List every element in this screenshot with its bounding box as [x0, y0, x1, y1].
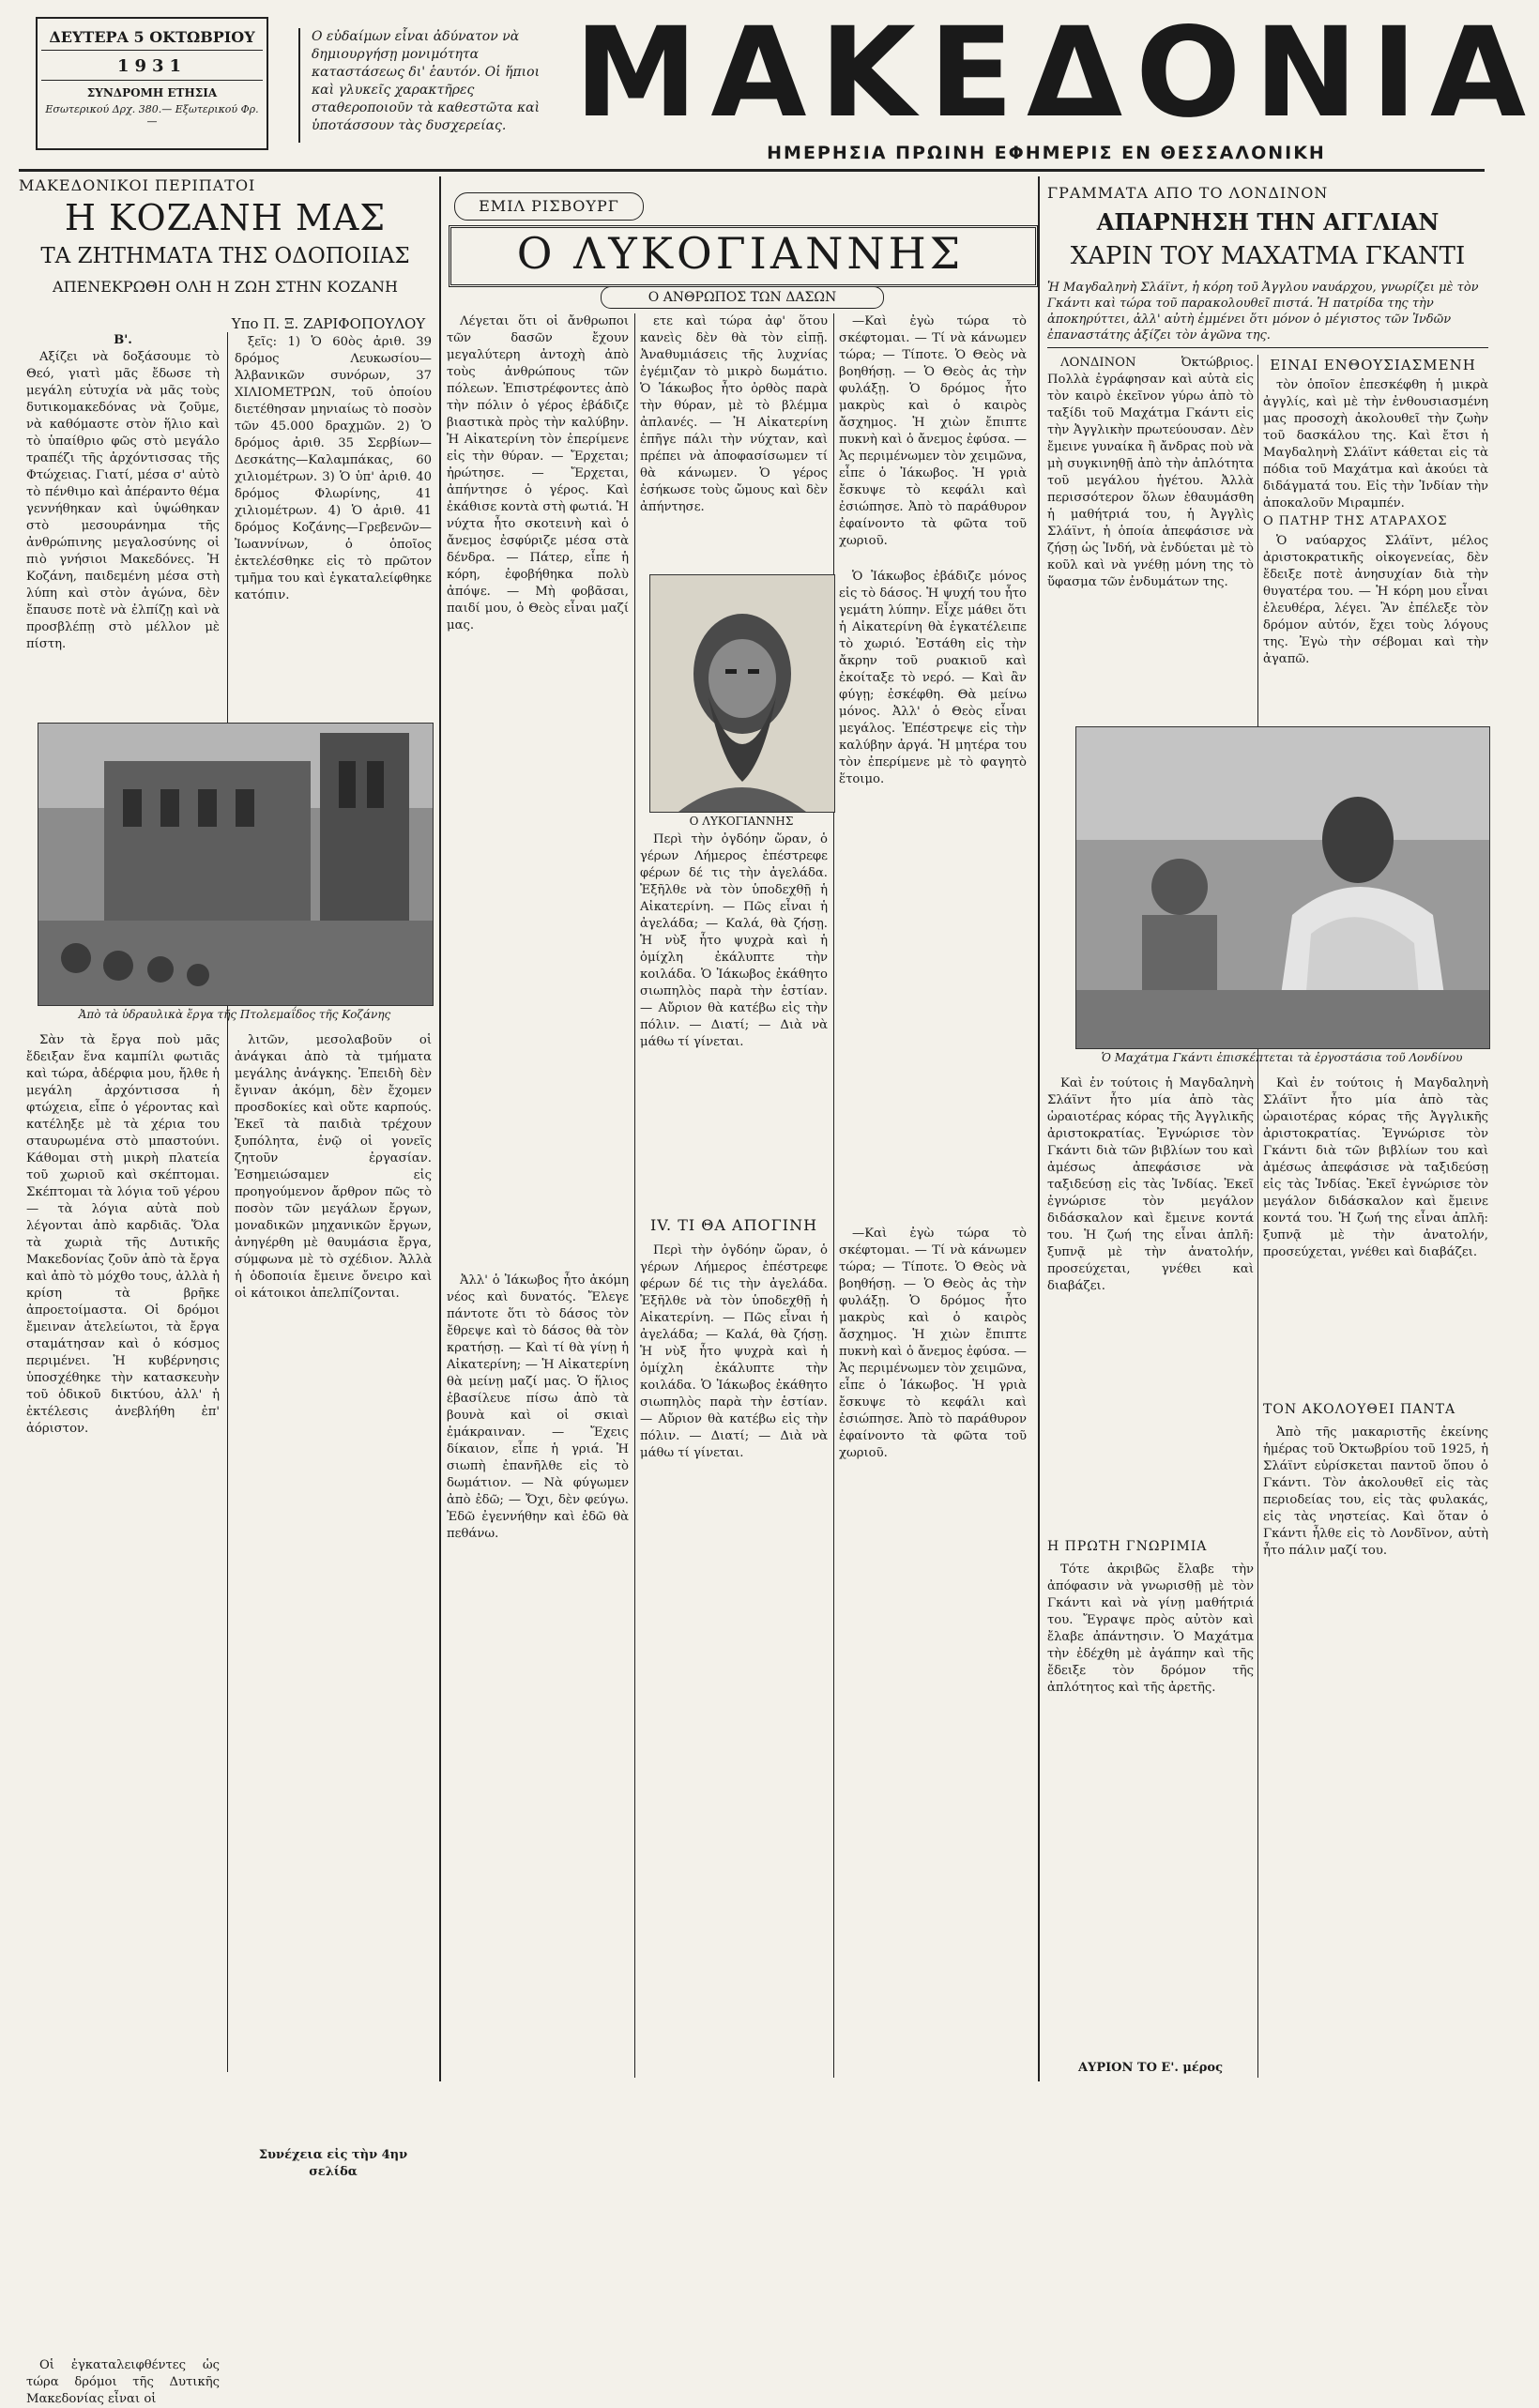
- chapter-heading: IV. ΤΙ ΘΑ ΑΠΟΓΙΝΗ: [649, 1216, 818, 1234]
- right-sub-2: Ο ΠΑΤΗΡ ΤΗΣ ΑΤΑΡΑΧΟΣ: [1263, 514, 1448, 528]
- right-sub-1: ΕΙΝΑΙ ΕΝΘΟΥΣΙΑΣΜΕΝΗ: [1270, 357, 1476, 373]
- right-kicker: ΓΡΑΜΜΑΤΑ ΑΠΟ ΤΟ ΛΟΝΔΙΝΟΝ: [1047, 184, 1329, 202]
- center-col-3-mid: [839, 569, 1027, 1216]
- right-col-divider: [1257, 355, 1258, 2078]
- left-kicker: ΜΑΚΕΔΟΝΙΚΟΙ ΠΕΡΙΠΑΤΟΙ: [19, 176, 256, 194]
- center-col-2-mid: [640, 831, 828, 1212]
- center-right-divider: [1038, 176, 1040, 2081]
- subscription-label: ΣΥΝΔΡΟΜΗ ΕΤΗΣΙΑ: [86, 86, 218, 99]
- right-col-1-mid-text: Καὶ ἐν τούτοις ἡ Μαγδαληνὴ Σλάϊντ ἦτο μία ἀπὸ τὰς ὡραιοτέρας κόρας τῆς Ἀγγλικῆς ἀριστοκρατίας. Ἐγνώρισε τὸν Γκάντι διὰ τῶν βιβλίων του καὶ ἀμέσως ἀπεφάσισε νὰ ταξιδεύσῃ εἰς τὰς Ἰνδίας. Ἐκεῖ ἐγνώρισε τὸν μεγάλον διδάσκαλον καὶ ἔμεινε κοντά του. Ἡ ζωή της εἶναι ἀπλῆ: ξυπνᾷ μὲ τὴν ἀνατολήν, προσεύχεται, γνέθει καὶ διαβάζει.: [1047, 1076, 1254, 1293]
- center-col-2-text: ετε καὶ τώρα ἀφ' ὅτου κανεὶς δὲν θὰ τὸν εἰπῇ. Ἀναθυμιάσεις τῆς λυχνίας ἐγέμιζαν τὸ μικρὸ δωμάτιο. Ὁ Ἰάκωβος ἦτο ὀρθὸς παρὰ τὴν θύραν, μὲ τὸ βλέμμα ἀπλανές. — Ἡ Αἰκατερίνη ἐπῆγε πάλι τὴν νύχταν, καὶ πρέπει νὰ ἀποφασίσωμεν τί θὰ κάνωμεν. Ὁ γέρος ἐσήκωσε τοὺς ὤμους καὶ δὲν ἀπήντησε.: [640, 314, 828, 514]
- left-col-1-bottom: [26, 1032, 220, 2406]
- right-col-1-bottom-text: Τότε ἀκριβῶς ἔλαβε τὴν ἀπόφασιν νὰ γνωρισθῇ μὲ τὸν Γκάντι καὶ νὰ γίνῃ μαθήτριά του. Ἔγραψε πρὸς αὐτὸν καὶ ἔλαβε ἀπάντησιν. Ὁ Μαχάτμα τὴν ἐδέχθη μὲ ἀγάπην καὶ τῆς ἔδειξε τὸν δρόμον τῆς ἀπλότητος καὶ τῆς ἀρετῆς.: [1047, 1562, 1254, 1695]
- right-lede-text: Ἡ Μαγδαληνὴ Σλάϊντ, ἡ κόρη τοῦ Ἀγγλου ναυάρχου, γνωρίζει μὲ τὸν Γκάντι καὶ τώρα τοῦ παρακολουθεῖ πιστά. Ἡ πατρίδα της τὴν ἀποκηρύττει, ἀλλ' αὐτὴ ἐμμένει ὅτι μόνον ὁ μέγιστος τῶν Ἰνδῶν ἐπαναστάτης ἀξίζει τὸν ἀγῶνα της.: [1047, 281, 1479, 343]
- lykogiannis-portrait: [649, 574, 835, 813]
- center-col-3-text: —Καὶ ἐγὼ τώρα τὸ σκέφτομαι. — Τί νὰ κάνωμεν τώρα; — Τίποτε. Ὁ Θεὸς νὰ βοηθήσῃ. — Ὁ Θεὸς ἀς τὴν φυλάξῃ. Ὁ δρόμος ἦτο μακρὺς καὶ ὁ καιρὸς ἄσχημος. Ἡ χιὼν ἔπιπτε πυκνὴ καὶ ὁ ἄνεμος ἐφύσα. — Ἀς περιμένωμεν τὸν χειμῶνα, εἶπε ὁ Ἰάκωβος. Ἡ γριὰ ἔσκυψε τὸ κεφάλι καὶ ἐσιώπησε. Ἀπὸ τὸ παράθυρον ἐφαίνοντο τὰ φῶτα τοῦ χωριοῦ.: [839, 314, 1027, 548]
- masthead-rule: [19, 169, 1485, 172]
- right-headline-1: ΑΠΑΡΝΗΣΗ ΤΗΝ ΑΓΓΛΙΑΝ: [1096, 208, 1440, 236]
- masthead-quote: [298, 28, 557, 143]
- center-col-2-mid-text: Περὶ τὴν ὀγδόην ὥραν, ὁ γέρων Λήμερος ἐπέστρεφε φέρων δέ τις τὴν ἀγελάδα. Ἐξῆλθε νὰ τὸν ὑποδεχθῇ ἡ Αἰκατερίνη. — Πῶς εἶναι ἡ ἀγελάδα; — Καλά, θὰ ζήσῃ. Ἡ νὺξ ἦτο ψυχρὰ καὶ ἡ ὁμίχλη ἐκάλυπτε τὴν κοιλάδα. Ὁ Ἰάκωβος ἐκάθητο σιωπηλὸς παρὰ τὴν ἑστίαν. — Αὔριον θὰ κατέβω εἰς τὴν πόλιν. — Διατί; — Διὰ νὰ μάθω τί γίνεται.: [640, 832, 828, 1049]
- left-continuation: Συνέχεια εἰς τὴν 4ην σελίδα: [258, 2148, 408, 2179]
- right-col-2-text: τὸν ὁποῖον ἐπεσκέφθη ἡ μικρὰ ἀγγλίς, καὶ μὲ τὴν ἐνθουσιασμένη μας προσοχὴ ἀκολουθεῖ τὴν ζωὴν τοῦ δασκάλου της. Καὶ ἔτσι ἡ Μαγδαληνὴ Σλάϊντ κάθεται εἰς τὰ πόδια τοῦ Μαχάτμα καὶ ἀκούει τὰ διδάγματά του. Εἰς τὴν Ἰνδίαν τὴν ἀποκαλοῦν Μιραμπέν.: [1263, 378, 1488, 511]
- left-byline: Υπο Π. Ξ. ΖΑΡΙΦΟΠΟΥΛΟΥ: [231, 315, 426, 332]
- right-headline-2: ΧΑΡΙΝ ΤΟΥ ΜΑΧΑΤΜΑ ΓΚΑΝΤΙ: [1070, 242, 1466, 270]
- left-col-1-bottom-text: Σὰν τὰ ἔργα ποὺ μᾶς ἔδειξαν ἕνα καμπίλι φωτιᾶς καὶ τώρα, ἀδέρφια μου, ἤλθε ἡ μεγάλη ἀρχόντισσα ἡ φτώχεια, εἶπε ὁ γέροντας καὶ κατέληξε μὲ τὰ χέρια του σταυρωμένα στὸ μπαστούνι. Κάθομαι στὴ μικρὴ πλατεία τοῦ χωριοῦ καὶ σκέπτομαι. Σκέπτομαι τὰ λόγια τοῦ γέρου — τὰ λόγια αὐτὰ ποὺ λέγονται ἀπὸ καρδιᾶς. Ὅλα τὰ χωριὰ τῆς Δυτικῆς Μακεδονίας ζοῦν ἀπὸ τὰ ἔργα καὶ ἀπὸ τὸ μόχθο τους, ἀλλὰ ἡ κρίση τὰ βρῆκε ἀπροετοίμαστα. Οἱ δρόμοι ἔμειναν ἀτελείωτοι, τὰ ἔργα σταμάτησαν καὶ ὁ κόσμος περιμένει. Ἡ κυβέρνησις ὑποσχέθηκε τὴν κατασκευὴν τοῦ ὁδικοῦ δικτύου, ἀλλ' ἡ ἐκτέλεσις ἀνεβλήθη ἐπ' ἀόριστον.: [26, 1033, 220, 1436]
- left-col-1-text: Αξίζει νὰ δοξάσουμε τὸ Θεό, γιατὶ μᾶς ἔδωσε τὴ μεγάλη εὐτυχία νὰ μᾶς τοὺς δυτικομακεδόνας νὰ ζοῦμε, νὰ καθόμαστε στὸν ἥλιο καὶ τὸ ὑπαίθριο φῶς στὸ μεγάλο τραπέζι τῆς ἀρχόντισσας τῆς Φτώχειας. Γιατί, μέσα σ' αὐτὸ τὸ πένθιμο καὶ ἀπέραντο θέμα γεννήθηκαν καὶ ὑψώθηκαν στὸ μεσουράνημα τῆς ἀνθρώπινης μεγαλοσύνης οἱ πιὸ γνήσιοι Μακεδόνες. Ἡ Κοζάνη, παιδεμένη μέσα στὴ λύπη καὶ στὸν ἀγώνα, δὲν ἔπαυσε ποτὲ νὰ ἐλπίζῃ καὶ νὰ προσβλέπῃ στὸ μέλλον μὲ πίστη.: [26, 350, 220, 651]
- portrait-image: [650, 575, 834, 812]
- right-col-1-text: ΛΟΝΔΙΝΟΝ Ὀκτώβριος. Πολλὰ ἐγράφησαν καὶ αὐτὰ εἰς τὸν καιρὸ ἐκεῖνον γύρω ἀπὸ τὸ ταξίδι τοῦ Μαχάτμα Γκάντι εἰς τὴν Ἀγγλικὴν πρωτεύουσαν. Δὲν ἔμεινε γυναίκα ἢ ἄνδρας ποὺ νὰ μὴ συγκινηθῇ ἀπὸ τὴν ἀπλότητα τοῦ μεγάλου ἡγέτου. Ἀλλὰ περισσότερον ὅλων ἐθαυμάσθη ἡ μαθήτριά του, ἡ Ἀγγλὶς Σλάϊντ, ἡ ὁποία ἀπεφάσισε νὰ ζήσῃ ὡς Ἰνδή, νὰ ἐνδύεται μὲ τὸ κοῦλ καὶ νὰ γνέθῃ μόνη της τὸ ὕφασμα τῶν ἐνδυμάτων της.: [1047, 356, 1254, 589]
- left-center-divider: [439, 176, 441, 2081]
- ptolemaida-photo: [38, 723, 434, 1006]
- left-deck-2: ΑΠΕΝΕΚΡΩΘΗ ΟΛΗ Η ΖΩΗ ΣΤΗΝ ΚΟΖΑΝΗ: [53, 278, 398, 296]
- left-col-divider: [227, 332, 228, 2072]
- right-col-2-bottom: [1263, 1075, 1488, 1395]
- left-col-2-top: [235, 334, 432, 719]
- right-col-2-last: [1263, 1425, 1488, 2072]
- left-col-1-last: Οἱ ἐγκαταλειφθέντες ὡς τώρα δρόμοι τῆς Δυτικῆς Μακεδονίας εἶναι οἱ: [26, 2358, 220, 2406]
- right-col-2-top: [1263, 377, 1488, 511]
- masthead-subtitle: ΗΜΕΡΗΣΙΑ ΠΡΩΙΝΗ ΕΦΗΜΕΡΙΣ ΕΝ ΘΕΣΣΑΛΟΝΙΚΗ: [767, 143, 1326, 163]
- right-col-2-last-text: Ἀπὸ τῆς μακαριστῆς ἐκείνης ἡμέρας τοῦ Ὀκτωβρίου τοῦ 1925, ἡ Σλάϊντ εὑρίσκεται παντοῦ ὅπου ὁ Γκάντι. Τὸν ἀκολουθεῖ εἰς τὰς περιοδείας του, εἰς τὰς φυλακάς, εἰς τὰς νηστείας. Καὶ ὅταν ὁ Γκάντι ἦλθε εἰς τὸ Λονδῖνον, αὐτὴ ἦτο πάλιν μαζί του.: [1263, 1425, 1488, 1558]
- left-col-2-bottom-text: λιτῶν, μεσολαβοῦν οἱ ἀνάγκαι ἀπὸ τὰ τμήματα μεγάλης ἀνάγκης. Ἐπειδὴ δὲν ἔγιναν ἀκόμη, δὲν ἔχομεν προσδοκίες καὶ οὔτε καρπούς. Ἐκεῖ τὰ παιδιὰ τρέχουν ξυπόλητα, ἐνῷ οἱ γονεῖς ζητοῦν ἐργασίαν. Ἐσημειώσαμεν εἰς προηγούμενον ἄρθρον πῶς τὸ ποσὸν τῶν μεγάλων ἔργων, μοναδικῶν μηχανικῶν ἔργων, ἀνηγέρθη μὲ θαυμάσια ἔργα, σύμφωνα μὲ τὸ σχέδιον. Ἀλλὰ ἡ ὁδοποιία ἔμεινε ὄνειρο καὶ οἱ κάτοικοι ἀπελπίζονται.: [235, 1033, 432, 1301]
- right-col-1-top: [1047, 355, 1254, 730]
- right-sub-4: ΤΟΝ ΑΚΟΛΟΥΘΕΙ ΠΑΝΤΑ: [1263, 1402, 1456, 1417]
- center-col-3-bottom: [839, 1226, 1027, 2070]
- center-col-2-bottom-text: Περὶ τὴν ὀγδόην ὥραν, ὁ γέρων Λήμερος ἐπέστρεφε φέρων δέ τις τὴν ἀγελάδα. Ἐξῆλθε νὰ τὸν ὑποδεχθῇ ἡ Αἰκατερίνη. — Πῶς εἶναι ἡ ἀγελάδα; — Καλά, θὰ ζήσῃ. Ἡ νὺξ ἦτο ψυχρὰ καὶ ἡ ὁμίχλη ἐκάλυπτε τὴν κοιλάδα. Ὁ Ἰάκωβος ἐκάθητο σιωπηλὸς παρὰ τὴν ἑστίαν. — Αὔριον θὰ κατέβω εἰς τὴν πόλιν. — Διατί; — Διὰ νὰ μάθω τί γίνεται.: [640, 1243, 828, 1460]
- serial-title: Ο ΛΥΚΟΓΙΑΝΝΗΣ: [516, 228, 965, 279]
- serial-author: ΕΜΙΛ ΡΙΣΒΟΥΡΓ: [479, 197, 619, 215]
- center-col-1-top: [447, 313, 629, 1267]
- issue-year: 1931: [41, 56, 263, 81]
- left-photo-caption: Ἀπὸ τὰ ὑδραυλικὰ ἔργα τῆς Πτολεμαΐδος τῆς Κοζάνης: [78, 1008, 391, 1021]
- right-col-1-bottom: [1047, 1562, 1254, 2050]
- left-col-2-text: ξεῖς: 1) Ὁ 60ὸς ἀριθ. 39 δρόμος Λευκωσίου—Ἀλβανικῶν συνόρων, 37 ΧΙΛΙΟΜΕΤΡΩΝ, τοῦ ὁποίου διετέθησαν μηνιαίως τὸ ποσὸν τῶν 45.000 δραχμῶν. 2) Ὁ δρόμος ἀριθ. 35 Σερβίων—Δεσκάτης—Καλαμπάκας, 60 χιλιομέτρων. 3) Ὁ ὑπ' ἀριθ. 40 δρόμος Φλωρίνης, 41 χιλιομέτρων. 4) Ὁ ἀριθ. 41 δρόμος Κοζάνης—Γρεβενῶν—Ἰωαννίνων, ὁ ὁποῖος ἐκτελέσθηκε εἰς τὸ πρῶτον τμῆμα του καὶ ἐγκαταλείφθηκε κατόπιν.: [235, 335, 432, 602]
- right-col-1-mid: [1047, 1075, 1254, 1532]
- left-section-mark: Β'.: [114, 333, 132, 347]
- right-photo-caption: Ὁ Μαχάτμα Γκάντι ἐπισκέπτεται τὰ ἐργοστάσια τοῦ Λονδίνου: [1101, 1051, 1463, 1064]
- left-col-1-top: [26, 332, 220, 719]
- center-col-3-mid-text: Ὁ Ἰάκωβος ἐβάδιζε μόνος εἰς τὸ δάσος. Ἡ ψυχή του ἦτο γεμάτη λύπην. Εἶχε μάθει ὅτι ἡ Αἰκατερίνη θὰ ἐγκατέλειπε τὸ χωριό. Ἐστάθη εἰς τὴν ἄκρην τοῦ ρυακιοῦ καὶ ἐκοίταξε τὸ νερό. — Καὶ ἂν φύγῃ; ἐσκέφθη. Θὰ μείνω μόνος. Ἀλλ' ὁ Θεὸς εἶναι μεγάλος. Ἐπέστρεψε εἰς τὴν καλύβην ἀργά. Ἡ μητέρα του τὸν ἐπερίμενε μὲ τὸ φαγητὸ ἕτοιμο.: [839, 570, 1027, 786]
- left-col-2-bottom: [235, 1032, 432, 2179]
- center-col-1-bottom-text: Ἀλλ' ὁ Ἰάκωβος ἦτο ἀκόμη νέος καὶ δυνατός. Ἔλεγε πάντοτε ὅτι τὸ δάσος τὸν ἔθρεψε καὶ τὸ δάσος θὰ τὸν κρατήσῃ. — Καὶ τί θὰ γίνῃ ἡ Αἰκατερίνη; — Ἡ Αἰκατερίνη θὰ μείνῃ μαζί μας. Ὁ ἥλιος ἐβασίλευε πίσω ἀπὸ τὰ βουνὰ καὶ οἱ σκιαὶ ἐμάκραιναν. — Ἔχεις δίκαιον, εἶπε ἡ γριά. Ἡ σιωπὴ ἐπανῆλθε εἰς τὸ δωμάτιον. — Νὰ φύγωμεν ἀπὸ ἐδῶ; — Ὄχι, δὲν φεύγω. Ἐδῶ ἐγεννήθην καὶ ἐδῶ θὰ πεθάνω.: [447, 1273, 629, 1541]
- left-headline: Η ΚΟΖΑΝΗ ΜΑΣ: [64, 197, 387, 238]
- waterworks-image: [38, 724, 433, 1005]
- gandhi-photo: [1075, 726, 1490, 1049]
- right-col-2-bottom-text: Καὶ ἐν τούτοις ἡ Μαγδαληνὴ Σλάϊντ ἦτο μία ἀπὸ τὰς ὡραιοτέρας κόρας τῆς Ἀγγλικῆς ἀριστοκρατίας. Ἐγνώρισε τὸν Γκάντι διὰ τῶν βιβλίων του καὶ ἀμέσως ἀπεφάσισε νὰ ταξιδεύσῃ εἰς τὰς Ἰνδίας. Ἐκεῖ ἐγνώρισε τὸν μεγάλον διδάσκαλον καὶ ἔμεινε κοντά του. Ἡ ζωή της εἶναι ἀπλῆ: ξυπνᾷ μὲ τὴν ἀνατολήν, προσεύχεται, γνέθει καὶ διαβάζει.: [1263, 1076, 1488, 1259]
- center-col-1-text: Λέγεται ὅτι οἱ ἄνθρωποι τῶν δασῶν ἔχουν μεγαλύτερη ἀντοχὴ ἀπὸ τοὺς ἀνθρώπους τῶν πόλεων. Ἐπιστρέφοντες ἀπὸ τὴν πόλιν ὁ γέρος ἐβάδιζε βιαστικὰ πρὸς τὴν καλύβην. Ἡ Αἰκατερίνη τὸν ἐπερίμενε εἰς τὴν θύραν. — Ἔρχεται; ἠρώτησε. — Ἔρχεται, ἀπήντησε ὁ γέρος. Καὶ ἐκάθισε κοντὰ στὴ φωτιά. Ἡ νύχτα ἦτο σκοτεινὴ καὶ ὁ ἄνεμος ἐσφύριζε μέσα στὰ δένδρα. — Πάτερ, εἶπε ἡ κόρη, ἐφοβήθηκα πολὺ ἀπόψε. — Μὴ φοβᾶσαι, παιδί μου, ὁ Θεὸς εἶναι μαζί μας.: [447, 314, 629, 632]
- subscription-rates: Εσωτερικού Δρχ. 380.— Εξωτερικού Φρ.—: [45, 103, 259, 128]
- right-continuation: ΑΥΡΙΟΝ ΤΟ Ε'. μέρος: [1077, 2061, 1224, 2075]
- right-sub-3: Η ΠΡΩΤΗ ΓΝΩΡΙΜΙΑ: [1047, 1539, 1208, 1554]
- right-col-2-mid: [1263, 533, 1488, 683]
- date-box: [36, 17, 268, 150]
- center-divider-a: [634, 313, 635, 2078]
- right-col-2-mid-text: Ὁ ναύαρχος Σλάϊντ, μέλος ἀριστοκρατικῆς οἰκογενείας, δὲν ἔδειξε ποτὲ ἀνησυχίαν διὰ τὴν θυγατέρα του. — Ἡ κόρη μου εἶναι ἐλευθέρα, λέγει. Ἂν ἐπέλεξε τὸν δρόμον αὐτόν, ἔχει τοὺς λόγους της. Ἐγὼ τὴν σέβομαι καὶ τὴν ἀγαπῶ.: [1263, 534, 1488, 666]
- issue-date: ΔΕΥΤΕΡΑ 5 ΟΚΤΩΒΡΙΟΥ: [41, 28, 263, 51]
- center-col-3-bottom-text: —Καὶ ἐγὼ τώρα τὸ σκέφτομαι. — Τί νὰ κάνωμεν τώρα; — Τίποτε. Ὁ Θεὸς νὰ βοηθήσῃ. — Ὁ Θεὸς ἀς τὴν φυλάξῃ. Ὁ δρόμος ἦτο μακρὺς καὶ ὁ καιρὸς ἄσχημος. Ἡ χιὼν ἔπιπτε πυκνὴ καὶ ὁ ἄνεμος ἐφύσα. — Ἀς περιμένωμεν τὸν χειμῶνα, εἶπε ὁ Ἰάκωβος. Ἡ γριὰ ἔσκυψε τὸ κεφάλι καὶ ἐσιώπησε. Ἀπὸ τὸ παράθυρον ἐφαίνοντο τὰ φῶτα τοῦ χωριοῦ.: [839, 1227, 1027, 1460]
- right-lede: [1047, 280, 1488, 348]
- center-col-2-bottom: [640, 1242, 828, 2070]
- left-deck-1: ΤΑ ΖΗΤΗΜΑΤΑ ΤΗΣ ΟΔΟΠΟΙΙΑΣ: [40, 244, 410, 268]
- center-col-2-top: [640, 313, 828, 563]
- serial-author-box: [454, 192, 644, 221]
- portrait-caption: Ο ΛΥΚΟΓΙΑΝΝΗΣ: [689, 815, 794, 828]
- center-col-1-bottom: [447, 1273, 629, 2070]
- gandhi-image: [1076, 727, 1489, 1048]
- masthead-title: ΜΑΚΕΔΟΝΙΑ: [574, 1, 1539, 145]
- quote-text: Ο εὐδαίμων εἶναι ἀδύνατον νὰ δημιουργήσῃ μονιμότητα καταστάσεως δι' ἑαυτόν. Οἱ ἥπιοι καὶ γλυκεῖς χαρακτῆρες σταθεροποιοῦν τὰ καθεστῶτα καὶ ὑποτάσσουν τὰς δυσχερείας.: [312, 29, 541, 133]
- serial-subtitle: Ο ΑΝΘΡΩΠΟΣ ΤΩΝ ΔΑΣΩΝ: [601, 286, 884, 309]
- center-col-3-top: [839, 313, 1027, 563]
